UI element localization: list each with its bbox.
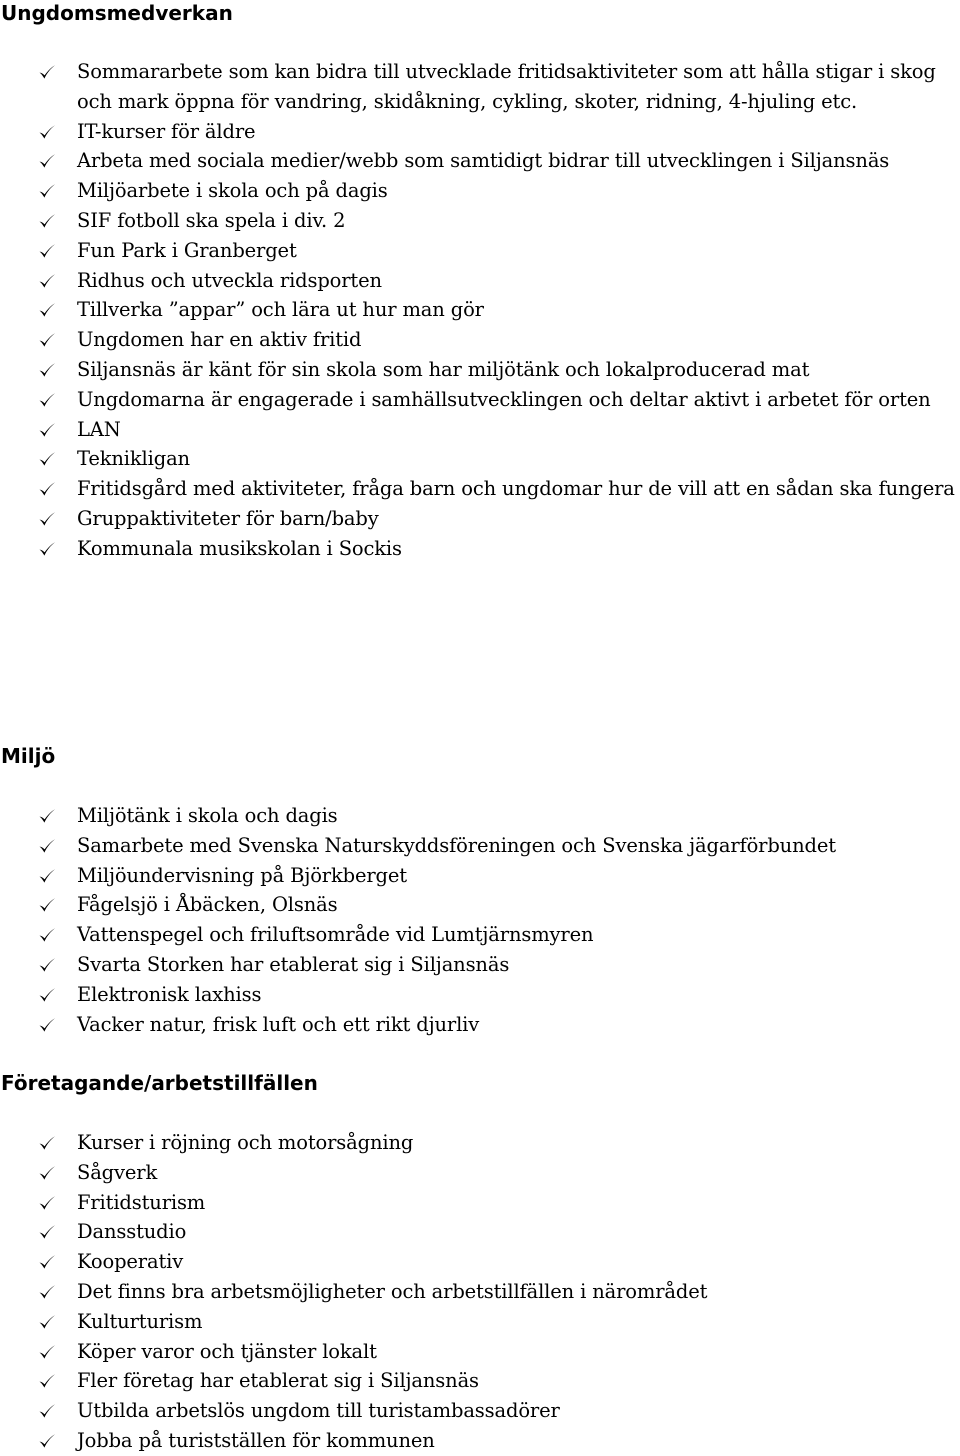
list-item-text: Ungdomen har en aktiv fritid xyxy=(77,328,362,352)
list-item xyxy=(0,1010,960,1040)
list-item-text: Jobba på turistställen för kommunen xyxy=(77,1428,435,1452)
checkmark-icon xyxy=(38,451,56,467)
checkmark-icon xyxy=(38,332,56,348)
list-item xyxy=(0,415,960,445)
checkmark-icon xyxy=(38,362,56,378)
checklist xyxy=(0,1128,960,1456)
list-item xyxy=(0,1396,960,1426)
checkmark-icon xyxy=(38,1284,56,1300)
list-item xyxy=(0,295,960,325)
list-item-text: Ungdomarna är engagerade i samhällsutvecklingen och deltar aktivt i arbetet för orten xyxy=(77,387,931,411)
list-item xyxy=(0,1337,960,1367)
list-item-text: Miljöundervisning på Björkberget xyxy=(77,863,407,887)
checkmark-icon xyxy=(38,422,56,438)
checkmark-icon xyxy=(38,838,56,854)
checkmark-icon xyxy=(38,987,56,1003)
list-item-text: Kooperativ xyxy=(77,1250,184,1274)
list-item-text: SIF fotboll ska spela i div. 2 xyxy=(77,208,346,232)
checkmark-icon xyxy=(38,153,56,169)
list-item xyxy=(0,1277,960,1307)
checkmark-icon xyxy=(38,808,56,824)
list-item-text: Samarbete med Svenska Naturskyddsföreningen och Svenska jägarförbundet xyxy=(77,833,836,857)
list-item-text: Sommararbete som kan bidra till utvecklade fritidsaktiviteter som att hålla stigar i skog och mark öppna för vandring, skidåkning, cykling, skoter, ridning, 4-hjuling etc. xyxy=(77,60,936,113)
checkmark-icon xyxy=(38,1314,56,1330)
list-item xyxy=(0,1247,960,1277)
checkmark-icon xyxy=(38,1254,56,1270)
list-item-text: Dansstudio xyxy=(77,1220,187,1244)
list-item-text: Teknikligan xyxy=(77,447,190,471)
checkmark-icon xyxy=(38,1017,56,1033)
checkmark-icon xyxy=(38,541,56,557)
list-item xyxy=(0,474,960,504)
section-heading: Företagande/arbetstillfällen xyxy=(1,1071,318,1095)
list-item xyxy=(0,236,960,266)
list-item xyxy=(0,1188,960,1218)
checklist xyxy=(0,57,960,564)
list-item-text: Ridhus och utveckla ridsporten xyxy=(77,268,382,292)
list-item xyxy=(0,355,960,385)
list-item xyxy=(0,444,960,474)
list-item xyxy=(0,1366,960,1396)
list-item xyxy=(0,504,960,534)
list-item-text: Kurser i röjning och motorsågning xyxy=(77,1131,414,1154)
list-item xyxy=(0,1217,960,1247)
list-item xyxy=(0,176,960,206)
list-item xyxy=(0,385,960,415)
list-item-text: Sågverk xyxy=(77,1160,158,1184)
list-item xyxy=(0,1426,960,1456)
checkmark-icon xyxy=(38,243,56,259)
list-item-text: IT-kurser för äldre xyxy=(77,119,256,143)
checkmark-icon xyxy=(38,1165,56,1181)
checklist xyxy=(0,801,960,1039)
list-item xyxy=(0,266,960,296)
list-item-text: Siljansnäs är känt för sin skola som har miljötänk och lokalproducerad mat xyxy=(77,357,810,381)
list-item-text: Kulturturism xyxy=(77,1309,203,1333)
list-item xyxy=(0,980,960,1010)
list-item-text: Miljötänk i skola och dagis xyxy=(77,804,338,827)
list-item xyxy=(0,146,960,176)
checkmark-icon xyxy=(38,927,56,943)
list-item xyxy=(0,534,960,564)
list-item-text: Utbilda arbetslös ungdom till turistambassadörer xyxy=(77,1399,560,1423)
checkmark-icon xyxy=(38,1344,56,1360)
list-item xyxy=(0,1128,960,1158)
checkmark-icon xyxy=(38,213,56,229)
list-item-text: Det finns bra arbetsmöjligheter och arbetstillfällen i närområdet xyxy=(77,1279,708,1303)
list-item xyxy=(0,831,960,861)
list-item xyxy=(0,920,960,950)
list-item-text: LAN xyxy=(77,417,121,441)
checkmark-icon xyxy=(38,392,56,408)
list-item-text: Svarta Storken har etablerat sig i Siljansnäs xyxy=(77,952,510,976)
list-item-text: Miljöarbete i skola och på dagis xyxy=(77,179,388,203)
list-item-text: Vattenspegel och friluftsområde vid Lumtjärnsmyren xyxy=(77,923,594,947)
list-item xyxy=(0,801,960,831)
list-item xyxy=(0,861,960,891)
checkmark-icon xyxy=(38,957,56,973)
list-item-text: Vacker natur, frisk luft och ett rikt djurliv xyxy=(77,1012,480,1036)
list-item-text: Gruppaktiviteter för barn/baby xyxy=(77,506,379,530)
list-item xyxy=(0,117,960,147)
list-item-text: Kommunala musikskolan i Sockis xyxy=(77,536,402,560)
checkmark-icon xyxy=(38,1195,56,1211)
checkmark-icon xyxy=(38,897,56,913)
list-item-text: Tillverka ”appar” och lära ut hur man gör xyxy=(77,298,484,322)
checkmark-icon xyxy=(38,64,56,80)
list-item xyxy=(0,1307,960,1337)
list-item xyxy=(0,206,960,236)
list-item xyxy=(0,950,960,980)
checkmark-icon xyxy=(38,273,56,289)
section-heading: Miljö xyxy=(1,744,56,768)
checkmark-icon xyxy=(38,124,56,140)
section-heading: Ungdomsmedverkan xyxy=(1,1,233,25)
checkmark-icon xyxy=(38,511,56,527)
list-item-text: Fler företag har etablerat sig i Siljansnäs xyxy=(77,1369,479,1393)
list-item xyxy=(0,1158,960,1188)
list-item-text: Köper varor och tjänster lokalt xyxy=(77,1339,377,1363)
list-item-text: Fritidsturism xyxy=(77,1190,206,1214)
checkmark-icon xyxy=(38,1403,56,1419)
checkmark-icon xyxy=(38,481,56,497)
checkmark-icon xyxy=(38,1135,56,1151)
list-item-text: Fun Park i Granberget xyxy=(77,238,297,262)
list-item xyxy=(0,57,960,117)
checkmark-icon xyxy=(38,1433,56,1449)
list-item-text: Fritidsgård med aktiviteter, fråga barn och ungdomar hur de vill att en sådan ska fungera xyxy=(77,477,955,501)
checkmark-icon xyxy=(38,1224,56,1240)
checkmark-icon xyxy=(38,302,56,318)
list-item-text: Arbeta med sociala medier/webb som samtidigt bidrar till utvecklingen i Siljansnäs xyxy=(77,149,890,173)
checkmark-icon xyxy=(38,1373,56,1389)
list-item xyxy=(0,325,960,355)
list-item-text: Elektronisk laxhiss xyxy=(77,982,262,1006)
checkmark-icon xyxy=(38,868,56,884)
list-item-text: Fågelsjö i Åbäcken, Olsnäs xyxy=(77,893,338,917)
checkmark-icon xyxy=(38,183,56,199)
list-item xyxy=(0,890,960,920)
